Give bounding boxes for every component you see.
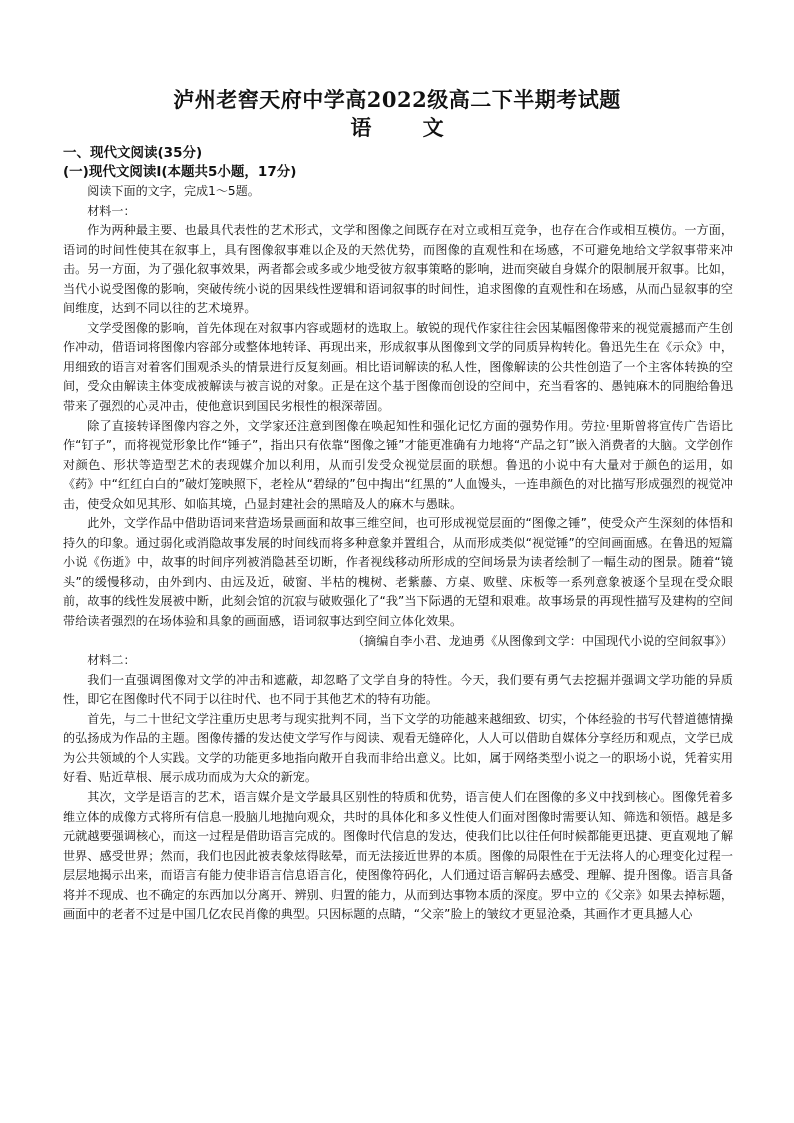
material1-paragraph: 此外，文学作品中借助语词来营造场景画面和故事三维空间，也可形成视觉层面的“图像之锤”，使受众产生深刻的体悟和持久的印象。通过弱化或消隐故事发展的时间线而将多种意象并置组合，从而形成类似“视觉锤”的空间画面感。在鲁迅的短篇小说《伤逝》中，故事的时间序列被消隐甚至切断，作者视线移动所形成的空间场景为读者绘制了一幅生动的图景。随着“镜头”的缓慢移动，由外到内、由远及近，破窗、半枯的槐树、老紫藤、方桌、败壁、床板等一系列意象被逐个呈现在受众眼前，故事的线性发展被中断，此刻会馆的沉寂与破败强化了“我”当下际遇的无望和艰难。故事场景的再现性描写及建构的空间带给读者强烈的在场体验和具象的画面感，语词叙事达到空间立体化效果。 (63, 516, 733, 629)
material2-paragraph: 其次，文学是语言的艺术，语言媒介是文学最具区别性的特质和优势，语言使人们在图像的多义中找到核心。图像凭着多维立体的成像方式将所有信息一股脑儿地抛向观众，共时的具体化和多义性使人们面对图像时需要认知、筛选和领悟。越是多元就越要强调核心，而这一过程是借助语言完成的。图像时代信息的发达，使我们比以往任何时候都能更迅捷、更直观地了解世界、感受世界；然而，我们也因此被表象炫得眩晕，而无法接近世界的本质。图像的局限性在于无法将人的心理变化过程一层层地揭示出来，而语言有能力使非语言信息语言化，使图像符码化，人们通过语言解码去感受、理解、提升图像。语言具备将并不现成、也不确定的东西加以分离开、辨别、归置的能力，从而到达事物本质的深度。罗中立的《父亲》如果去掉标题，画面中的老者不过是中国几亿农民肖像的典型。只因标题的点睛，“父亲”脸上的皱纹才更显沧桑，其画作才更具撼人心 (63, 789, 733, 922)
material1-source: （摘编自李小君、龙迪勇《从图像到文学：中国现代小说的空间叙事》） (352, 633, 733, 648)
sub-section-heading: (一)现代文阅读Ⅰ(本题共5小题，17分) (63, 164, 297, 180)
reading-passage (63, 182, 733, 925)
material1-paragraph: 文学受图像的影响，首先体现在对叙事内容或题材的选取上。敏锐的现代作家往往会因某幅图像带来的视觉震撼而产生创作冲动，借语词将图像内容部分或整体地转译、再现出来，形成叙事从图像到文学的同质异构转化。鲁迅先生在《示众》中，用细致的语言对着客们围观杀头的情景进行反复刻画。相比语词解读的私人性，图像解读的公共性创造了一个主客体转换的空间，受众由解读主体变成被解读与被言说的对象。正是在这个基于图像而创设的空间中，充当看客的、愚钝麻木的同胞给鲁迅带来了强烈的心灵冲击，使他意识到国民劣根性的根深蒂固。 (63, 320, 733, 414)
material1-label: 材料一： (87, 203, 136, 218)
material2-paragraph: 首先，与二十世纪文学注重历史思考与现实批判不同，当下文学的功能越来越细致、切实，个体经验的书写代替道德情操的弘扬成为作品的主题。图像传播的发达使文学写作与阅读、观看无缝碎化，人人可以借助自媒体分享经历和观点，文学已成为公共领域的个人实践。文学的功能更多地指向敞开自我而非给出意义。比如，属于网络类型小说之一的职场小说，凭着实用好看、贴近草根、展示成功而成为大众的新宠。 (63, 711, 733, 785)
exam-subject: 语 文 (350, 115, 466, 140)
exam-title: 泸州老窖天府中学高2022级高二下半期考试题 (173, 87, 621, 112)
material1-paragraph: 作为两种最主要、也最具代表性的艺术形式，文学和图像之间既存在对立或相互竞争，也存在合作或相互模仿。一方面，语词的时间性使其在叙事上，具有图像叙事难以企及的天然优势，而图像的直观性和在场感，不可避免地给文学叙事带来冲击。另一方面，为了强化叙事效果，两者都会或多或少地受彼方叙事策略的影响，进而突破自身媒介的限制展开叙事。比如，当代小说受图像的影响，突破传统小说的因果线性逻辑和语词叙事的时间性，追求图像的直观性和在场感，从而凸显叙事的空间维度，达到不同以往的艺术境界。 (63, 223, 733, 316)
material1-paragraph: 除了直接转译图像内容之外，文学家还注意到图像在唤起知性和强化记忆方面的强势作用。劳拉·里斯曾将宣传广告语比作“钉子”，而将视觉形象比作“锤子”，指出只有依靠“图像之锤”才能更准确有力地将“产品之钉”嵌入消费者的大脑。文学创作对颜色、形状等造型艺术的表现媒介加以利用，从而引发受众视觉层面的联想。鲁迅的小说中有大量对于颜色的运用，如《药》中“红红白白的”破灯笼映照下，老栓从“碧绿的”包中掏出“红黑的”人血馒头，一连串颜色的对比描写形成强烈的视觉冲击，使受众如见其形、如临其境，凸显封建社会的黑暗及人的麻木与愚昧。 (63, 418, 733, 511)
material2-label: 材料二： (87, 653, 136, 668)
section-heading: 一、现代文阅读(35分) (63, 145, 203, 161)
instruction-text: 阅读下面的文字，完成1～5题。 (87, 184, 260, 198)
material2-paragraph: 我们一直强调图像对文学的冲击和遮蔽，却忽略了文学自身的特性。今天，我们要有勇气去挖掘并强调文学功能的异质性，即它在图像时代不同于以往时代、也不同于其他艺术的特有功能。 (63, 672, 733, 707)
